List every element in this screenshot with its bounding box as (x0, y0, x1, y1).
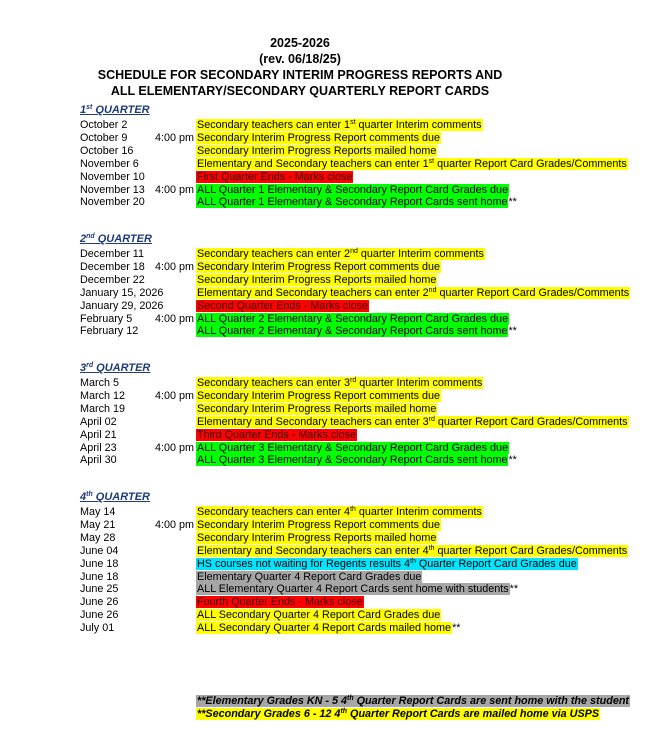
description-text: Elementary and Secondary teachers can enter 1 (197, 157, 429, 170)
event-description (196, 429, 357, 442)
event-description (196, 609, 441, 622)
event-description (196, 325, 517, 338)
footnote-text-cont: Quarter Report Cards are sent home with the student (353, 695, 630, 707)
quarter-label: QUARTER (93, 362, 151, 374)
description-text: ALL Quarter 1 Elementary & Secondary Report Cards sent home (197, 196, 508, 209)
event-time: 4:00 pm (155, 312, 195, 325)
highlight-green (196, 442, 509, 454)
footnote (196, 708, 600, 721)
event-date: March 19 (80, 402, 126, 415)
event-description (196, 506, 483, 519)
quarter-number: 1 (80, 104, 87, 116)
event-date: December 11 (80, 248, 145, 260)
highlight-yellow (196, 708, 600, 720)
event-description (196, 416, 629, 429)
event-time: 4:00 pm (155, 131, 195, 144)
event-date: June 26 (80, 609, 119, 622)
event-description (196, 571, 422, 584)
highlight-yellow (196, 519, 441, 531)
event-time: 4:00 pm (155, 518, 195, 531)
description-text: Secondary teachers can enter 2 (197, 248, 351, 260)
event-description (196, 454, 517, 467)
quarter-label: QUARTER (92, 491, 150, 503)
event-description (196, 583, 518, 596)
description-text: Second Quarter Ends - Marks close (197, 299, 369, 312)
highlight-green (196, 313, 509, 325)
ordinal-suffix: th (410, 557, 416, 565)
highlight-yellow (196, 274, 437, 286)
description-text: Secondary Interim Progress Report comments due (197, 260, 441, 273)
event-date: April 30 (80, 454, 117, 467)
highlight-yellow (196, 609, 441, 621)
event-date: March 12 (80, 389, 126, 402)
event-description (196, 274, 437, 287)
description-text-cont: quarter Report Card Grades/Comments (436, 286, 630, 299)
description-text: Secondary Interim Progress Reports mailed home (197, 144, 437, 157)
ordinal-suffix: nd (428, 286, 437, 294)
quarter-label: QUARTER (94, 233, 152, 245)
footnote-marker: ** (452, 622, 461, 635)
highlight-yellow (196, 261, 441, 273)
footnote (196, 695, 630, 708)
event-date: December 22 (80, 273, 145, 286)
description-text-cont: quarter Interim comments (355, 119, 482, 131)
school-year: 2025-2026 (270, 36, 330, 50)
event-date: March 5 (80, 377, 120, 389)
description-text: ALL Elementary Quarter 4 Report Cards sent home with students (197, 583, 509, 596)
description-text: Elementary Quarter 4 Report Card Grades due (197, 570, 422, 583)
highlight-yellow (196, 287, 630, 299)
quarter-suffix: rd (86, 362, 94, 369)
highlight-green (196, 196, 508, 208)
event-date: May 28 (80, 531, 116, 544)
description-text: Secondary teachers can enter 3 (197, 377, 351, 389)
event-date: February 5 (80, 312, 133, 325)
highlight-cyan (196, 558, 578, 570)
event-date: January 15, 2026 (80, 286, 164, 299)
ordinal-suffix: th (428, 544, 435, 552)
event-date: May 21 (80, 518, 116, 531)
highlight-green (196, 325, 508, 337)
quarter-label: QUARTER (92, 104, 150, 116)
description-text: Secondary Interim Progress Report comments due (197, 518, 441, 531)
quarter-heading (80, 104, 150, 116)
event-date: May 14 (80, 506, 116, 518)
quarter-heading (80, 362, 150, 374)
event-date: October 16 (80, 144, 134, 157)
description-text: Secondary Interim Progress Reports mailed home (197, 531, 437, 544)
description-text: Secondary Interim Progress Report comments due (197, 389, 441, 402)
highlight-green (196, 184, 509, 196)
event-date: June 18 (80, 570, 119, 583)
event-description (196, 403, 437, 416)
description-text: Third Quarter Ends - Marks close (197, 428, 357, 441)
event-date: October 2 (80, 119, 128, 131)
description-text: ALL Quarter 2 Elementary & Secondary Report Cards sent home (197, 325, 508, 338)
description-text-cont: Quarter Report Card Grades due (415, 557, 577, 570)
event-description (196, 287, 630, 300)
event-date: June 26 (80, 596, 119, 609)
footnote-text: **Elementary Grades KN - 5 4 (197, 695, 348, 707)
highlight-yellow (196, 506, 483, 518)
event-date: June 04 (80, 544, 119, 557)
event-description (196, 532, 437, 545)
event-date: July 01 (80, 622, 115, 635)
quarter-suffix: st (86, 104, 93, 111)
description-text: Secondary Interim Progress Reports mailed home (197, 402, 437, 415)
event-description (196, 119, 483, 132)
highlight-red (196, 596, 364, 608)
event-description (196, 261, 441, 274)
event-time: 4:00 pm (155, 183, 195, 196)
event-description (196, 545, 628, 558)
description-text-cont: quarter Interim comments (355, 506, 482, 518)
description-text: Secondary teachers can enter 1 (197, 119, 351, 131)
event-description (196, 596, 364, 609)
highlight-yellow (196, 377, 483, 389)
highlight-yellow (196, 158, 628, 170)
ordinal-suffix: th (347, 695, 354, 702)
ordinal-suffix: nd (350, 248, 358, 255)
description-text: ALL Quarter 3 Elementary & Secondary Report Cards sent home (197, 454, 508, 467)
event-description (196, 132, 441, 145)
event-description (196, 622, 460, 635)
description-text-cont: quarter Interim comments (356, 377, 483, 389)
description-text-cont: quarter Interim comments (357, 248, 484, 260)
highlight-red (196, 429, 357, 441)
event-date: June 25 (80, 583, 119, 596)
ordinal-suffix: rd (428, 415, 435, 423)
event-date: February 12 (80, 325, 139, 338)
quarter-number: 2 (80, 233, 87, 245)
event-description (196, 171, 353, 184)
highlight-yellow (196, 622, 452, 634)
footnote-marker: ** (508, 454, 517, 467)
event-date: November 6 (80, 157, 139, 170)
description-text-cont: quarter Report Card Grades/Comments (434, 415, 628, 428)
highlight-yellow (196, 119, 483, 131)
highlight-yellow (196, 248, 485, 260)
highlight-yellow (196, 132, 441, 144)
event-time: 4:00 pm (155, 441, 195, 454)
description-text: ALL Secondary Quarter 4 Report Card Grades due (197, 609, 441, 622)
quarter-number: 3 (80, 362, 87, 374)
description-text: Secondary Interim Progress Reports mailed home (197, 273, 437, 286)
event-description (196, 442, 509, 455)
event-description (196, 145, 437, 158)
highlight-gray (196, 695, 630, 707)
ordinal-suffix: st (428, 157, 435, 165)
highlight-red (196, 171, 353, 183)
description-text: ALL Quarter 2 Elementary & Secondary Report Card Grades due (197, 312, 509, 325)
description-text: Fourth Quarter Ends - Marks close (197, 596, 363, 609)
footnote-marker: ** (508, 325, 517, 338)
footnote-marker: ** (509, 583, 519, 596)
description-text: Secondary Interim Progress Report comments due (197, 131, 441, 144)
event-date: November 10 (80, 170, 145, 183)
highlight-yellow (196, 416, 629, 428)
description-text: HS courses not waiting for Regents results 4 (197, 557, 411, 570)
event-date: April 21 (80, 428, 117, 441)
title-line-2: ALL ELEMENTARY/SECONDARY QUARTERLY REPORT CARDS (110, 84, 490, 98)
ordinal-suffix: th (340, 708, 348, 715)
event-date: June 18 (80, 557, 119, 570)
event-date: October 9 (80, 131, 128, 144)
event-time: 4:00 pm (155, 260, 195, 273)
event-description (196, 184, 509, 197)
event-date: November 20 (80, 196, 145, 209)
revision-date: (rev. 06/18/25) (259, 52, 341, 66)
event-date: January 29, 2026 (80, 299, 164, 312)
description-text: Secondary teachers can enter 4 (197, 506, 351, 518)
quarter-suffix: nd (86, 233, 95, 240)
highlight-red (196, 300, 369, 312)
event-date: April 02 (80, 415, 117, 428)
event-description (196, 313, 509, 326)
highlight-yellow (196, 403, 437, 415)
event-description (196, 377, 483, 390)
description-text: Elementary and Secondary teachers can enter 3 (197, 415, 429, 428)
event-description (196, 519, 441, 532)
description-text-cont: quarter Report Card Grades/Comments (434, 544, 628, 557)
description-text: ALL Quarter 1 Elementary & Secondary Report Card Grades due (197, 183, 509, 196)
description-text: First Quarter Ends - Marks close (197, 170, 353, 183)
event-time: 4:00 pm (155, 389, 195, 402)
event-description (196, 558, 578, 571)
quarter-suffix: th (86, 491, 93, 498)
highlight-yellow (196, 545, 628, 557)
event-date: December 18 (80, 260, 145, 273)
event-description (196, 390, 441, 403)
event-date: November 13 (80, 183, 145, 196)
event-description (196, 158, 628, 171)
highlight-gray (196, 583, 510, 595)
event-date: April 23 (80, 441, 117, 454)
description-text-cont: quarter Report Card Grades/Comments (434, 157, 627, 170)
ordinal-suffix: st (350, 119, 356, 126)
event-description (196, 300, 369, 313)
highlight-yellow (196, 145, 437, 157)
title-line-1: SCHEDULE FOR SECONDARY INTERIM PROGRESS REPORTS AND (97, 68, 503, 82)
quarter-heading (80, 233, 152, 245)
event-description (196, 248, 485, 261)
description-text: Elementary and Secondary teachers can enter 2 (197, 286, 429, 299)
quarter-number: 4 (80, 491, 87, 503)
highlight-yellow (196, 390, 441, 402)
quarter-heading (80, 491, 150, 503)
highlight-yellow (196, 532, 437, 544)
event-description (196, 196, 517, 209)
footnote-text-cont: Quarter Report Cards are mailed home via USPS (347, 708, 600, 720)
description-text: ALL Quarter 3 Elementary & Secondary Report Card Grades due (197, 441, 509, 454)
highlight-gray (196, 571, 422, 583)
footnote-text: **Secondary Grades 6 - 12 4 (197, 708, 341, 720)
ordinal-suffix: th (350, 506, 356, 513)
highlight-green (196, 454, 508, 466)
footnote-marker: ** (508, 196, 517, 209)
description-text: Elementary and Secondary teachers can enter 4 (197, 544, 429, 557)
ordinal-suffix: rd (350, 377, 357, 384)
description-text: ALL Secondary Quarter 4 Report Cards mailed home (197, 622, 452, 635)
